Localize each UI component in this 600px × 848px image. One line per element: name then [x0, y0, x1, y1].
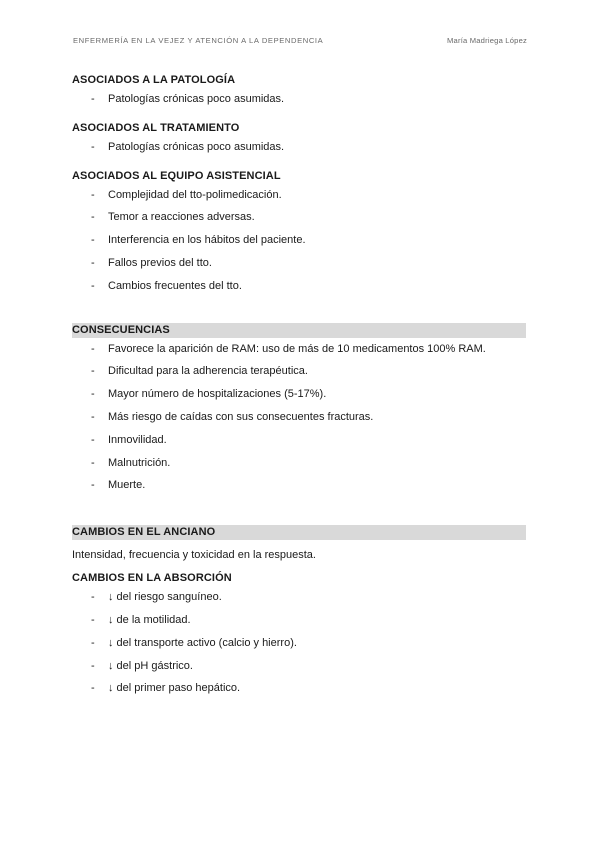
dash-bullet: - [91, 256, 95, 269]
list-item: - Fallos previos del tto. [72, 252, 526, 275]
section-anciano [72, 525, 526, 563]
list-absorcion [72, 586, 526, 700]
dash-bullet: - [91, 342, 95, 355]
list-item: - Mayor número de hospitalizaciones (5-17%). [72, 383, 526, 406]
section-title-tratamiento: ASOCIADOS AL TRATAMIENTO [72, 121, 240, 134]
dash-bullet: - [91, 613, 95, 626]
section-patologia [72, 72, 526, 111]
list-item: - Más riesgo de caídas con sus consecuentes fracturas. [72, 406, 526, 429]
dash-bullet: - [91, 636, 95, 649]
list-item: - ↓ del primer paso hepático. [72, 677, 526, 700]
section-absorcion [72, 570, 526, 700]
list-item: - ↓ del riesgo sanguíneo. [72, 586, 526, 609]
list-item: - Patologías crónicas poco asumidas. [72, 88, 526, 111]
list-item: - Patologías crónicas poco asumidas. [72, 136, 526, 159]
dash-bullet: - [91, 456, 95, 469]
list-patologia [72, 88, 526, 111]
list-equipo [72, 184, 526, 298]
section-title-equipo: ASOCIADOS AL EQUIPO ASISTENCIAL [72, 169, 281, 182]
section-title-absorcion: CAMBIOS EN LA ABSORCIÓN [72, 572, 232, 585]
list-consecuencias [72, 338, 526, 498]
section-tratamiento [72, 120, 526, 159]
list-item: - Malnutrición. [72, 452, 526, 475]
dash-bullet: - [91, 433, 95, 446]
dash-bullet: - [91, 388, 95, 401]
list-item: - ↓ de la motilidad. [72, 609, 526, 632]
document-body [72, 72, 526, 700]
dash-bullet: - [91, 234, 95, 247]
dash-bullet: - [91, 410, 95, 423]
list-item: - Cambios frecuentes del tto. [72, 275, 526, 298]
dash-bullet: - [91, 93, 95, 105]
dash-bullet: - [91, 365, 95, 378]
page-header [73, 36, 527, 48]
dash-bullet: - [91, 140, 95, 153]
list-item: - Temor a reacciones adversas. [72, 206, 526, 229]
section-equipo [72, 168, 526, 298]
list-item: - Dificultad para la adherencia terapéutica. [72, 360, 526, 383]
section-consecuencias [72, 323, 526, 498]
section-title-anciano: CAMBIOS EN EL ANCIANO [72, 525, 526, 540]
list-item: - Complejidad del tto-polimedicación. [72, 184, 526, 207]
anciano-description: Intensidad, frecuencia y toxicidad en la respuesta. [72, 549, 316, 562]
header-author: María Madriega López [447, 36, 527, 45]
list-item: - Interferencia en los hábitos del paciente. [72, 229, 526, 252]
section-title-patologia: ASOCIADOS A LA PATOLOGÍA [72, 74, 236, 86]
list-item: - ↓ del transporte activo (calcio y hierro). [72, 632, 526, 655]
dash-bullet: - [91, 211, 95, 224]
dash-bullet: - [91, 591, 95, 604]
dash-bullet: - [91, 659, 95, 672]
list-item: - Favorece la aparición de RAM: uso de más de 10 medicamentos 100% RAM. [72, 338, 526, 361]
dash-bullet: - [91, 279, 95, 292]
dash-bullet: - [91, 682, 95, 695]
list-item: - Muerte. [72, 474, 526, 497]
dash-bullet: - [91, 188, 95, 201]
dash-bullet: - [91, 479, 95, 492]
section-title-consecuencias: CONSECUENCIAS [72, 323, 526, 338]
list-tratamiento [72, 136, 526, 159]
header-course-title: ENFERMERÍA EN LA VEJEZ Y ATENCIÓN A LA DEPENDENCIA [73, 36, 324, 45]
list-item: - Inmovilidad. [72, 429, 526, 452]
list-item: - ↓ del pH gástrico. [72, 655, 526, 678]
